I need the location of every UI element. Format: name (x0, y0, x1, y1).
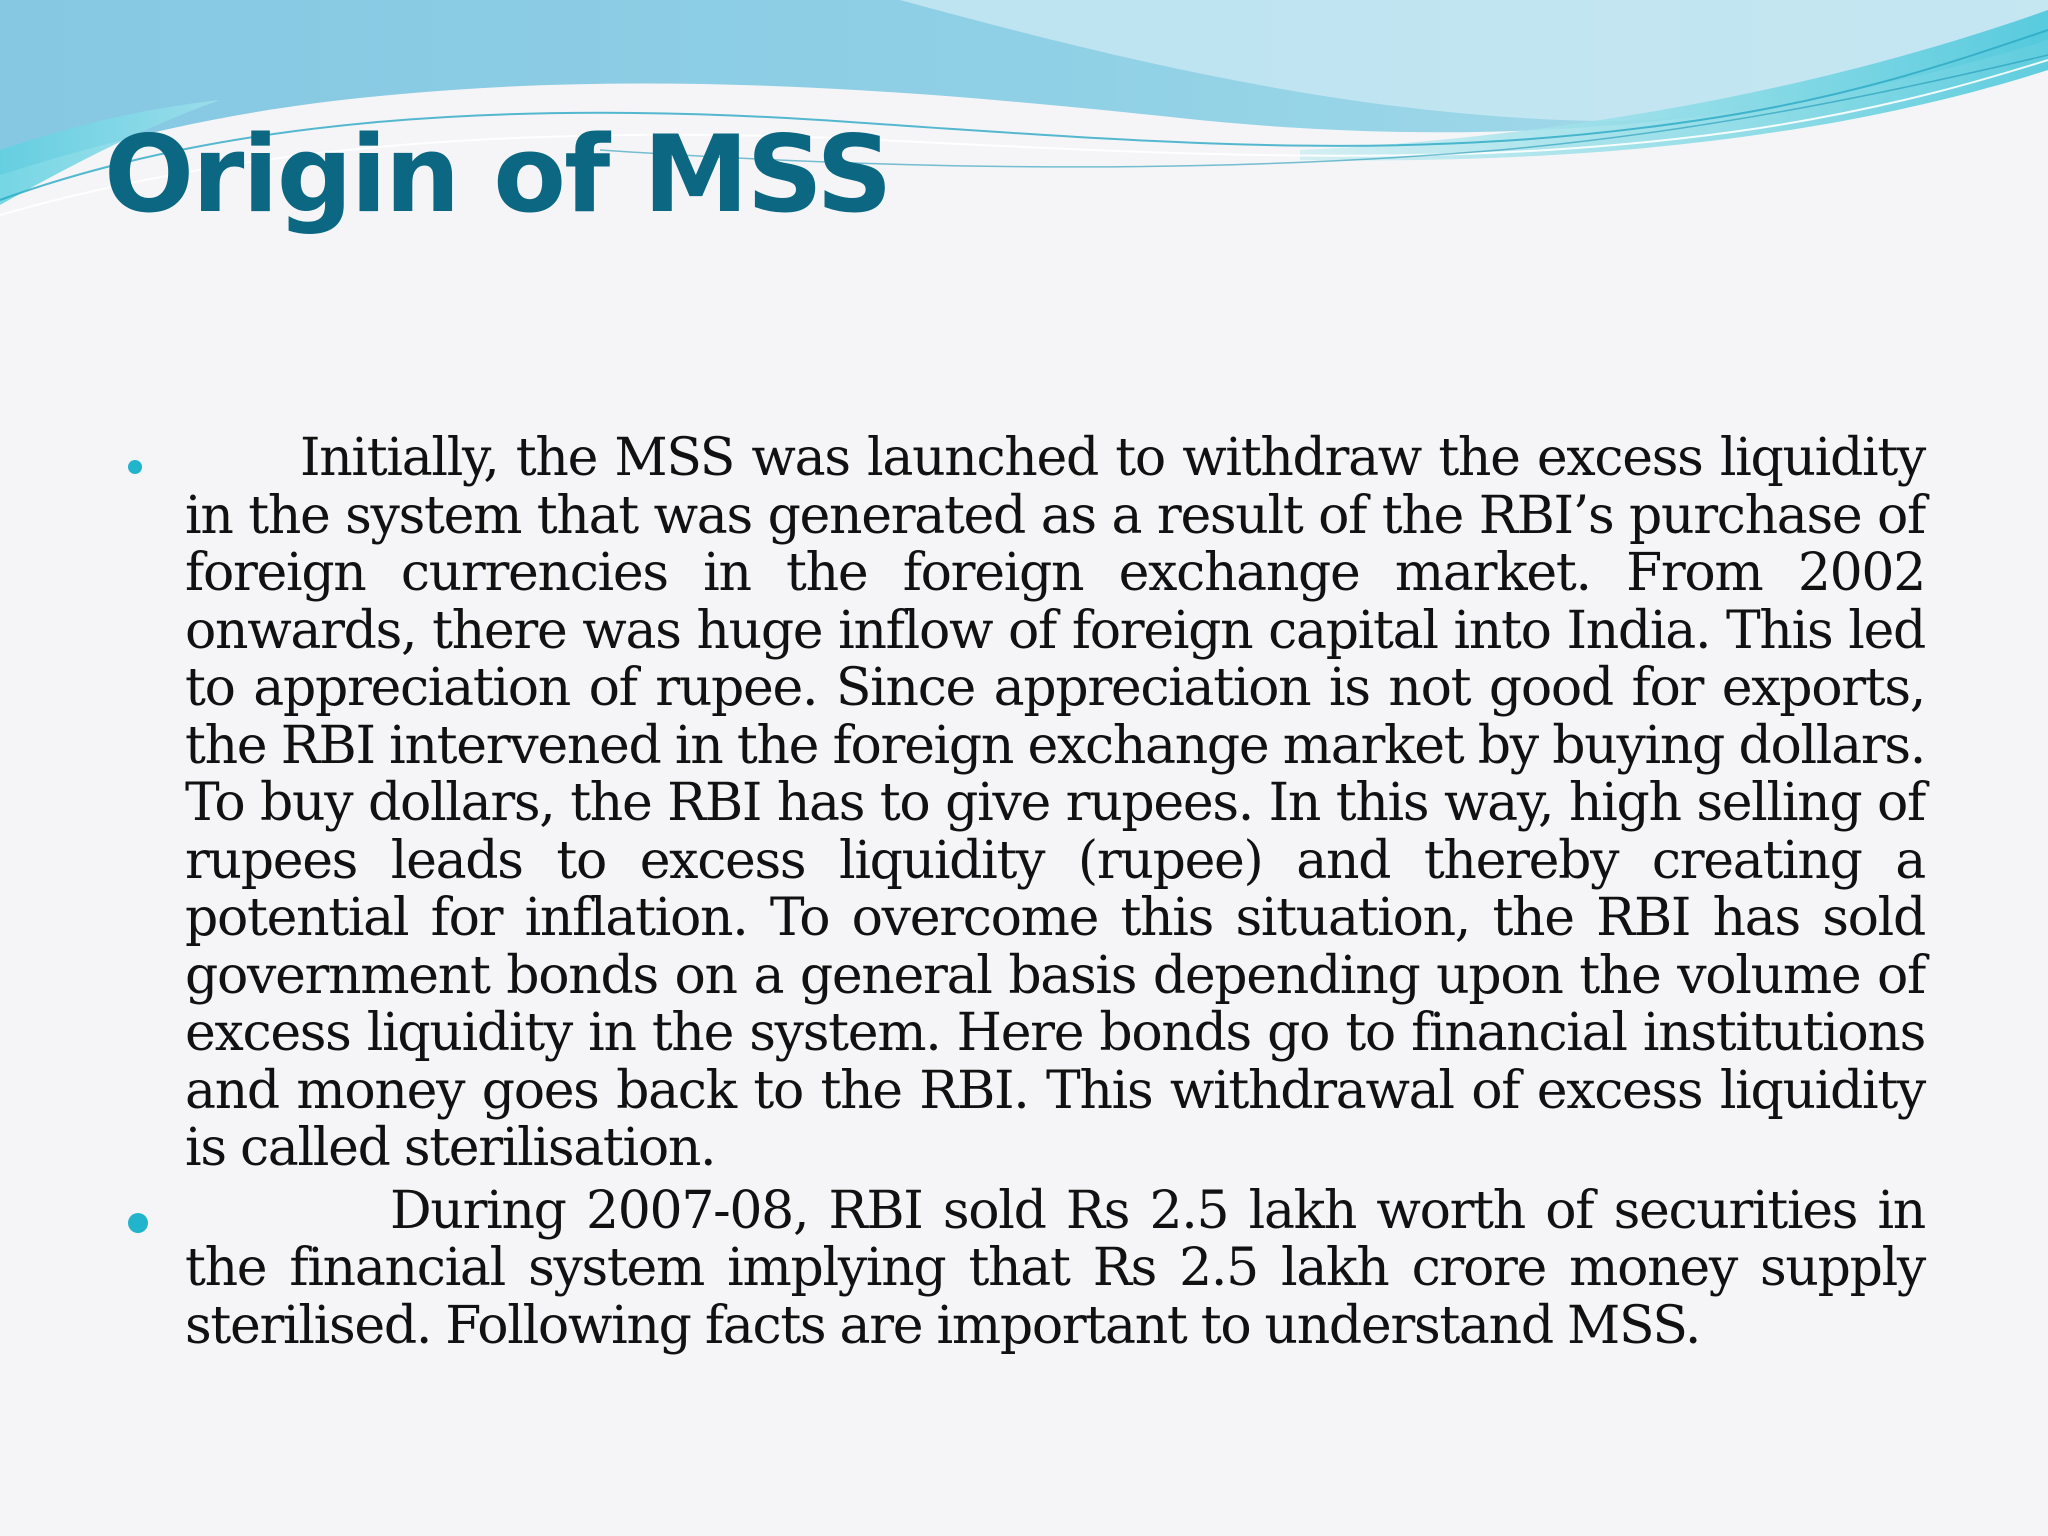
bullet-item-2 (0, 1180, 2048, 1356)
bullet-text-1: Initially, the MSS was launched to withdraw the excess liquidity in the system that was generated as a result of the RBI’s purchase of foreign currencies in the foreign exchange market. From 2002 onwards, there was huge inflow of foreign capital into India. This led to appreciation of rupee. Since appreciation is not good for exports, the RBI intervened in the foreign exchange market by buying dollars. To buy dollars, the RBI has to give rupees. In this way, high selling of rupees leads to excess liquidity (rupee) and thereby creating a potential for inflation. To overcome this situation, the RBI has sold government bonds on a general basis depending upon the volume of excess liquidity in the system. Here bonds go to financial institutions and money goes back to the RBI. This withdrawal of excess liquidity is called sterilisation. (185, 428, 1925, 1178)
bullet-dot-icon (128, 460, 142, 474)
bullet-item-1 (0, 430, 2048, 1178)
bullet-text-2: During 2007-08, RBI sold Rs 2.5 lakh worth of securities in the financial system implying that Rs 2.5 lakh crore money supply sterilised. Following facts are important to understand MSS. (185, 1180, 1925, 1356)
bullet-dot-icon (128, 1213, 148, 1233)
slide-title: Origin of MSS (104, 113, 891, 236)
bullet-list (0, 430, 2048, 1355)
